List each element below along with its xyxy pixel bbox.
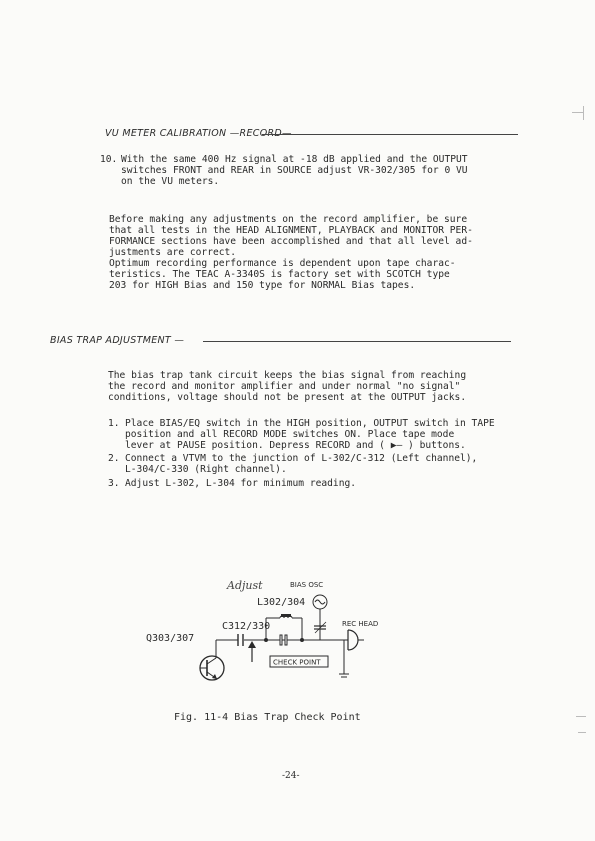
paragraph-bias-trap-intro [108,370,466,403]
rec-head-symbol [348,630,358,650]
text-line: Adjust L-302, L-304 for minimum reading. [125,478,357,489]
text-line: lever at PAUSE position. Depress RECORD and ( ▶— ) buttons. [125,440,466,451]
text-line: on the VU meters. [121,176,220,187]
section-heading-bias-trap: BIAS TRAP ADJUSTMENT — [50,335,185,346]
scan-mark [583,106,584,120]
text-line: With the same 400 Hz signal at -18 dB applied and the OUTPUT [121,154,468,165]
text-line: that all tests in the HEAD ALIGNMENT, PLAYBACK and MONITOR PER- [109,225,473,236]
capacitor-label: C312/330 [222,621,271,632]
text-line: Connect a VTVM to the junction of L-302/C-312 (Left channel), [125,453,478,464]
paragraph-record-amplifier [109,214,473,291]
rec-head-label: REC HEAD [342,620,379,628]
section-heading-vu-meter: VU METER CALIBRATION —RECORD— [105,128,292,139]
bias-trap-circuit-diagram [140,578,400,688]
text-line: L-304/C-330 (Right channel). [125,464,287,475]
text-line: Place BIAS/EQ switch in the HIGH position, OUTPUT switch in TAPE [125,418,495,429]
item-number: 1. [108,418,120,429]
text-line: position and all RECORD MODE switches ON. Place tape mode [125,429,455,440]
text-line: 203 for HIGH Bias and 150 type for NORMAL Bias tapes. [109,280,416,291]
text-line: FORMANCE sections have been accomplished and that all level ad- [109,236,473,247]
scan-mark [578,732,586,733]
scan-mark [576,716,586,717]
page-number: -24- [282,771,300,781]
transistor-label: Q303/307 [146,633,195,644]
text-line: conditions, voltage should not be present at the OUTPUT jacks. [108,392,467,403]
text-line: The bias trap tank circuit keeps the bias signal from reaching [108,370,467,381]
item-number: 3. [108,478,120,489]
heading-rule [262,134,518,135]
text-line: the record and monitor amplifier and under normal "no signal" [108,381,461,392]
figure-caption: Fig. 11-4 Bias Trap Check Point [174,712,361,723]
coil-label: L302/304 [257,597,306,608]
bias-osc-label: BIAS OSC [290,581,324,589]
text-line: justments are correct. [109,247,237,258]
text-line: switches FRONT and REAR in SOURCE adjust VR-302/305 for 0 VU [121,165,468,176]
text-line: Before making any adjustments on the record amplifier, be sure [109,214,468,225]
tank-capacitor [280,635,282,645]
text-line: teristics. The TEAC A-3340S is factory set with SCOTCH type [109,269,450,280]
text-line: Optimum recording performance is dependent upon tape charac- [109,258,456,269]
item-number: 10. [100,154,118,165]
heading-rule [203,341,511,342]
adjust-label: Adjust [227,579,263,592]
check-point-label: CHECK POINT [273,658,321,667]
item-number: 2. [108,453,120,464]
